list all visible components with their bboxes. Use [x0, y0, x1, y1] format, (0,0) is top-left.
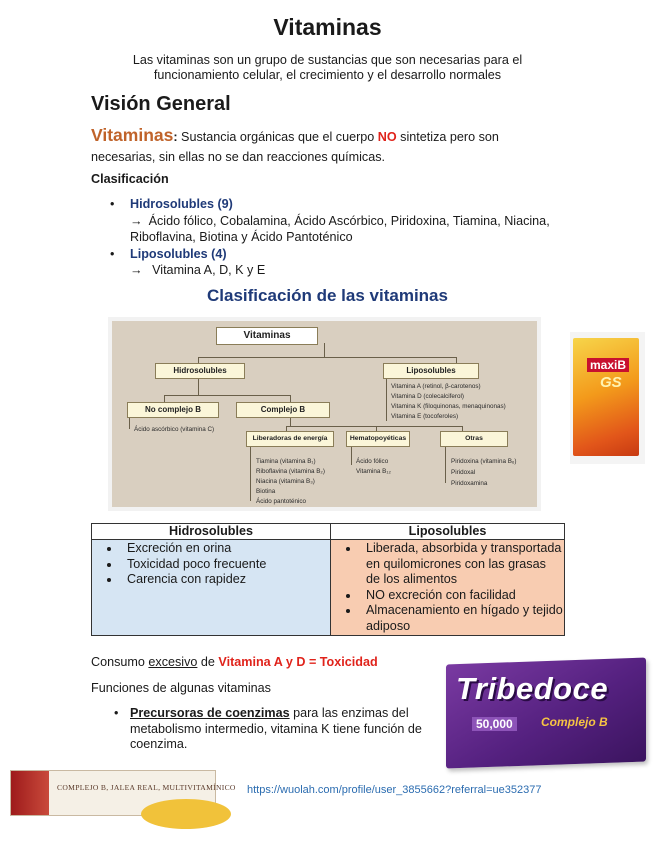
classification-list	[110, 196, 560, 279]
bottom-product-gold	[141, 799, 231, 829]
diagram-otras-box: Otras	[440, 431, 508, 447]
classification-diagram	[108, 317, 541, 511]
diagram-lipo-item: Vitamina A (retinol, β-carotenos)	[391, 383, 481, 390]
comparison-table	[91, 523, 565, 636]
diagram-hemato-box: Hematopoyéticas	[346, 431, 410, 447]
precursoras-rest: para las enzimas del metabolismo intermedio, vitamina K tiene función de coenzima.	[130, 706, 422, 751]
connector-line	[198, 357, 456, 358]
intro-paragraph: Las vitaminas son un grupo de sustancias que son necesarias para el funcionamiento celular, el crecimiento y el desarrollo normales	[132, 53, 523, 82]
connector-line	[324, 343, 325, 357]
diagram-lipo-item: Vitamina D (colecalciferol)	[391, 393, 465, 400]
definition-no: NO	[377, 130, 397, 144]
connector-line	[351, 445, 352, 465]
diagram-complejo-box: Complejo B	[236, 402, 330, 418]
overview-heading: Visión General	[91, 93, 231, 115]
consumo-pre: Consumo	[91, 655, 149, 669]
list-item: • NO excreción con facilidad	[360, 588, 563, 604]
diagram-lib-item: Niacina (vitamina B₃)	[256, 478, 315, 485]
diagram-lib-item: Biotina	[256, 488, 276, 495]
definition-colon: :	[173, 130, 178, 144]
table-cell-hidro	[92, 540, 331, 636]
connector-line	[164, 395, 165, 402]
bottom-product-image	[10, 770, 236, 816]
diagram-root-box: Vitaminas	[216, 327, 318, 345]
diagram-panel	[112, 321, 537, 507]
tribedoce-sub: Complejo B	[541, 715, 608, 729]
consumo-red: Vitamina A y D = Toxicidad	[218, 655, 378, 669]
table-header-lipo: Liposolubles	[331, 524, 565, 540]
bottom-product-band	[11, 771, 49, 815]
connector-line	[290, 395, 291, 402]
connector-line	[129, 417, 130, 429]
page-title: Vitaminas	[273, 14, 382, 40]
diagram-otras-item: Piridoxina (vitamina B₆)	[451, 458, 517, 465]
diagram-lib-item: Riboflavina (vitamina B₂)	[256, 468, 325, 475]
maxib-brand: maxiB	[587, 358, 629, 372]
connector-line	[164, 395, 290, 396]
diagram-hidro-box: Hidrosolubles	[155, 363, 245, 379]
connector-line	[250, 445, 251, 501]
maxib-product-image	[570, 332, 645, 464]
liposolubles-title: • Liposolubles (4)	[130, 246, 227, 261]
diagram-liberadoras-box: Liberadoras de energía	[246, 431, 334, 447]
table-header-hidro: Hidrosolubles	[92, 524, 331, 540]
connector-line	[286, 426, 462, 427]
definition-paragraph	[91, 125, 531, 167]
connector-line	[290, 417, 291, 426]
list-item: • Almacenamiento en hígado y tejido adiposo	[360, 603, 563, 634]
list-item	[110, 196, 560, 246]
connector-line	[445, 445, 446, 483]
diagram-heading: Clasificación de las vitaminas	[207, 286, 448, 305]
arrow-icon: →	[130, 263, 143, 277]
source-link[interactable]: https://wuolah.com/profile/user_3855662?referral=ue352377	[247, 784, 542, 796]
diagram-lipo-item: Vitamina K (filoquinonas, menaquinonas)	[391, 403, 506, 410]
consumo-line	[91, 655, 378, 669]
table-cell-lipo	[331, 540, 565, 636]
maxib-sub: GS	[600, 374, 622, 391]
diagram-hem-item: Ácido fólico	[356, 458, 389, 465]
precursoras-bold: Precursoras de coenzimas	[130, 706, 290, 720]
diagram-hem-item: Vitamina B₁₂	[356, 468, 391, 475]
precursoras-item	[110, 706, 460, 753]
consumo-mid: de	[197, 655, 219, 669]
list-item: • Excreción en orina	[121, 541, 329, 557]
diagram-lipo-item: Vitamina E (tocoferoles)	[391, 413, 459, 420]
tribedoce-number: 50,000	[472, 717, 517, 731]
liposolubles-detail: Vitamina A, D, K y E	[148, 263, 266, 277]
diagram-lib-item: Tiamina (vitamina B₁)	[256, 458, 316, 465]
connector-line	[386, 379, 387, 421]
diagram-otras-item: Piridoxamina	[451, 480, 488, 487]
list-item	[110, 246, 560, 279]
arrow-icon: →	[130, 213, 143, 228]
diagram-acido-ascorbico: Ácido ascórbico (vitamina C)	[134, 426, 215, 433]
maxib-box	[573, 338, 639, 456]
definition-text-2: sintetiza pero son necesarias, sin ellas no se dan reacciones químicas.	[91, 130, 499, 164]
list-item: • Carencia con rapidez	[121, 572, 329, 588]
definition-label: Vitaminas	[91, 125, 174, 145]
tribedoce-name: Tribedoce	[456, 671, 609, 706]
list-item: • Toxicidad poco frecuente	[121, 557, 329, 573]
diagram-lipo-box: Liposolubles	[383, 363, 479, 379]
classification-heading: Clasificación	[91, 172, 169, 186]
list-item: • Liberada, absorbida y transportada en quilomicrones con las grasas de los alimentos	[360, 541, 563, 588]
consumo-underline: excesivo	[148, 655, 198, 669]
connector-line	[198, 379, 199, 395]
tribedoce-product-image	[446, 655, 650, 767]
funciones-line: Funciones de algunas vitaminas	[91, 681, 271, 695]
hidrosolubles-detail: Ácido fólico, Cobalamina, Ácido Ascórbico, Piridoxina, Tiamina, Niacina, Riboflavina, Biotina y Ácido Pantoténico	[130, 213, 550, 244]
hidrosolubles-title: • Hidrosolubles (9)	[130, 197, 233, 211]
diagram-lib-item: Ácido pantoténico	[256, 498, 307, 505]
definition-text-1: Sustancia orgánicas que el cuerpo	[177, 130, 378, 144]
bottom-product-text: COMPLEJO B, JALEA REAL, MULTIVITAMÍNICO	[57, 783, 236, 792]
diagram-otras-item: Piridoxal	[451, 469, 476, 476]
diagram-no-complejo-box: No complejo B	[127, 402, 219, 418]
